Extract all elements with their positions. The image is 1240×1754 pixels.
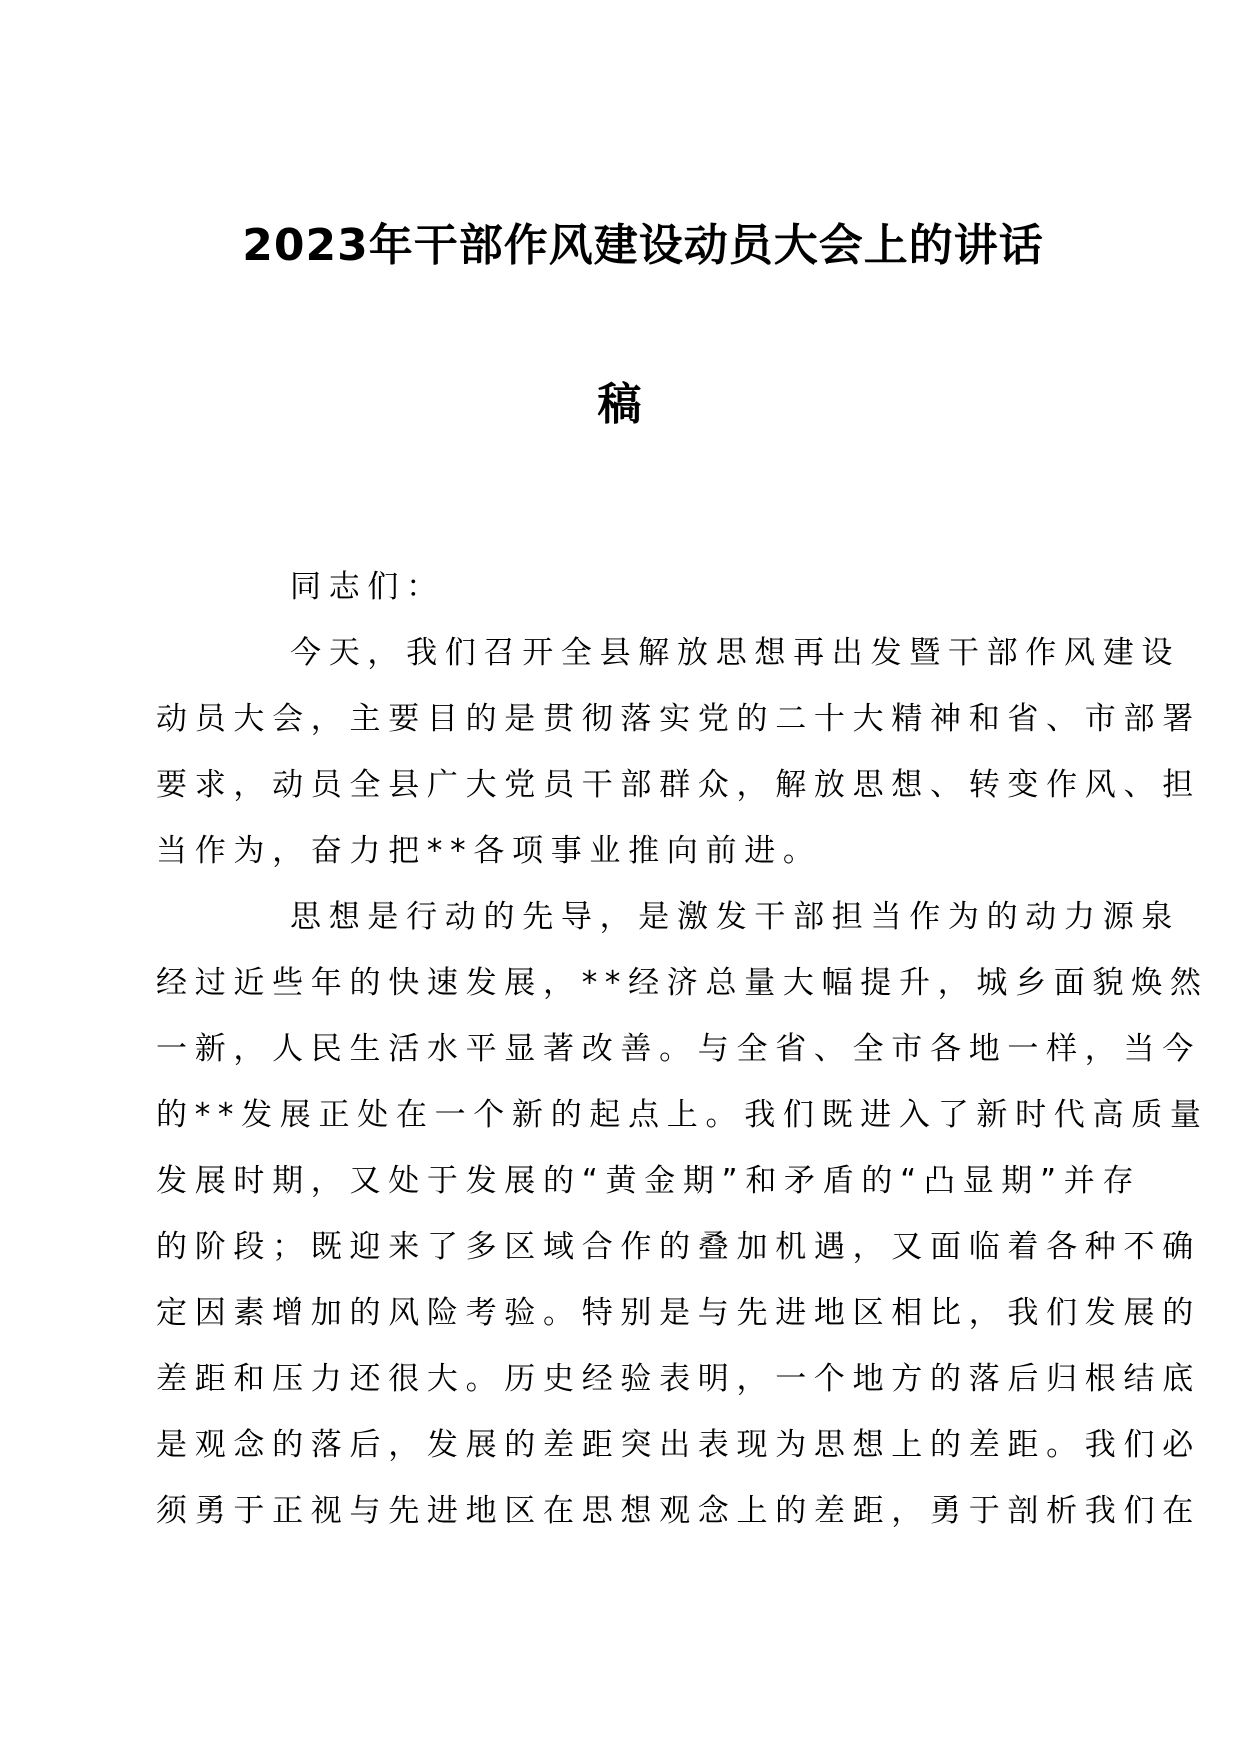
paragraph-line: 动员大会，主要目的是贯彻落实党的二十大精神和省、市部署	[156, 701, 1201, 737]
paragraph-line: 差距和压力还很大。历史经验表明，一个地方的落后归根结底	[156, 1361, 1201, 1397]
salutation: 同志们：	[290, 569, 445, 605]
paragraph-line: 思想是行动的先导，是激发干部担当作为的动力源泉	[290, 899, 1181, 935]
paragraph-line: 经过近些年的快速发展，**经济总量大幅提升，城乡面貌焕然	[156, 965, 1209, 1001]
paragraph-line: 是观念的落后，发展的差距突出表现为思想上的差距。我们必	[156, 1427, 1201, 1463]
paragraph-line: 发展时期，又处于发展的“黄金期”和矛盾的“凸显期”并存	[156, 1163, 1142, 1199]
paragraph-line: 当作为，奋力把**各项事业推向前进。	[156, 833, 822, 869]
paragraph-line: 须勇于正视与先进地区在思想观念上的差距，勇于剖析我们在	[156, 1493, 1201, 1529]
document-body	[156, 554, 1209, 1544]
paragraph-line: 今天，我们召开全县解放思想再出发暨干部作风建设	[290, 635, 1181, 671]
paragraph-line: 定因素增加的风险考验。特别是与先进地区相比，我们发展的	[156, 1295, 1201, 1331]
paragraph-line: 一新，人民生活水平显著改善。与全省、全市各地一样，当今	[156, 1031, 1201, 1067]
document-title-line-1: 2023年干部作风建设动员大会上的讲话	[242, 220, 1044, 271]
paragraph-line: 的阶段；既迎来了多区域合作的叠加机遇，又面临着各种不确	[156, 1229, 1201, 1265]
document-title-line-2: 稿	[597, 379, 643, 430]
paragraph-line: 要求，动员全县广大党员干部群众，解放思想、转变作风、担	[156, 767, 1201, 803]
paragraph-line: 的**发展正处在一个新的起点上。我们既进入了新时代高质量	[156, 1097, 1209, 1133]
